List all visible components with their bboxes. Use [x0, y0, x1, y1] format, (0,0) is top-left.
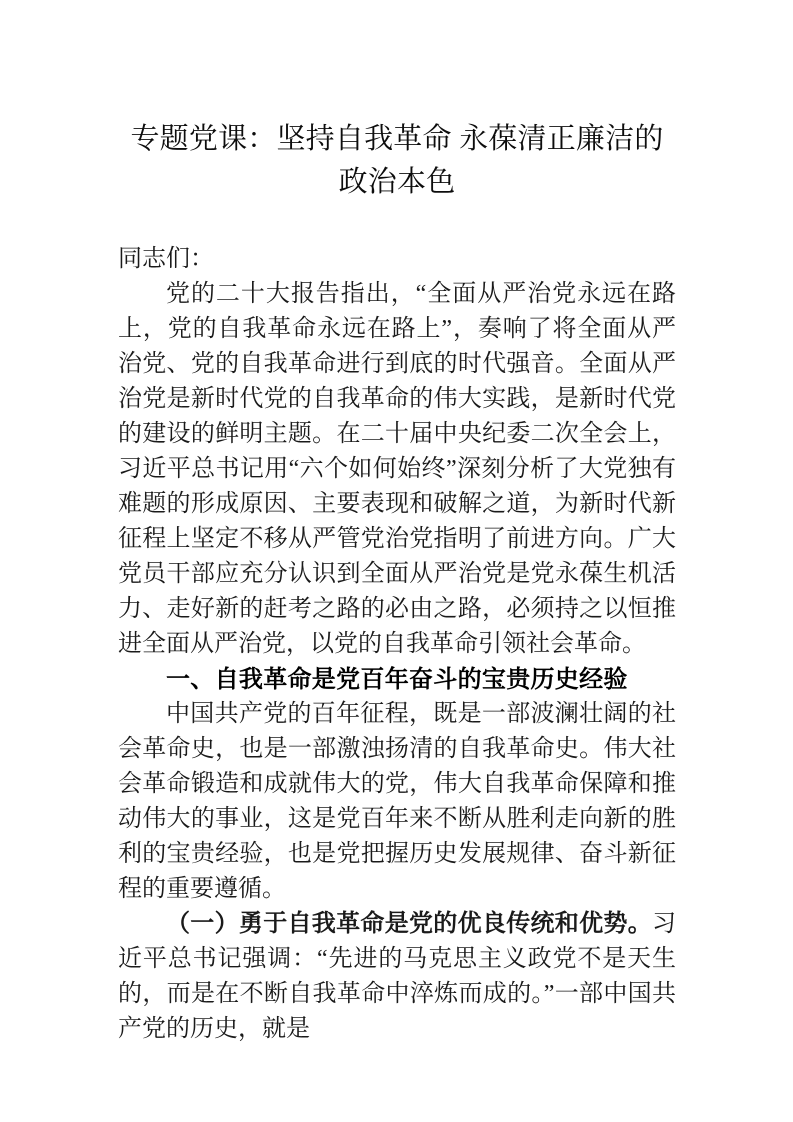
paragraph-intro: 党的二十大报告指出，“全面从严治党永远在路上，党的自我革命永远在路上”，奏响了将全面从严治党、党的自我革命进行到底的时代强音。全面从严治党是新时代党的自我革命的伟大实践，是新时代党的建设的鲜明主题。在二十届中央纪委二次全会上，习近平总书记用“六个如何始终”深刻分析了大党独有难题的形成原因、主要表现和破解之道，为新时代新征程上坚定不移从严管党治党指明了前进方向。广大党员干部应充分认识到全面从严治党是党永葆生机活力、走好新的赶考之路的必由之路，必须持之以恒推进全面从严治党，以党的自我革命引领社会革命。 — [118, 281, 676, 657]
paragraph-section-1-1: 中国共产党的百年征程，既是一部波澜壮阔的社会革命史，也是一部激浊扬清的自我革命史。伟大社会革命锻造和成就伟大的党，伟大自我革命保障和推动伟大的事业，这是党百年来不断从胜利走向新的胜利的宝贵经验，也是党把握历史发展规律、奋斗新征程的重要遵循。 — [118, 701, 676, 902]
salutation: 同志们： — [118, 246, 214, 272]
subsection-heading-1: （一）勇于自我革命是党的优良传统和优势。 — [166, 911, 652, 937]
paragraph-section-1-sub-1 — [118, 907, 676, 1047]
document-text-column — [118, 0, 676, 1047]
subsection-body-1: 习近平总书记强调：“先进的马克思主义政党不是天生的，而是在不断自我革命中淬炼而成的。”一部中国共产党的历史，就是 — [118, 911, 676, 1042]
section-heading-1: 一、自我革命是党百年奋斗的宝贵历史经验 — [166, 666, 628, 693]
page-title: 专题党课：坚持自我革命 永葆清正廉洁的政治本色 — [130, 123, 664, 198]
